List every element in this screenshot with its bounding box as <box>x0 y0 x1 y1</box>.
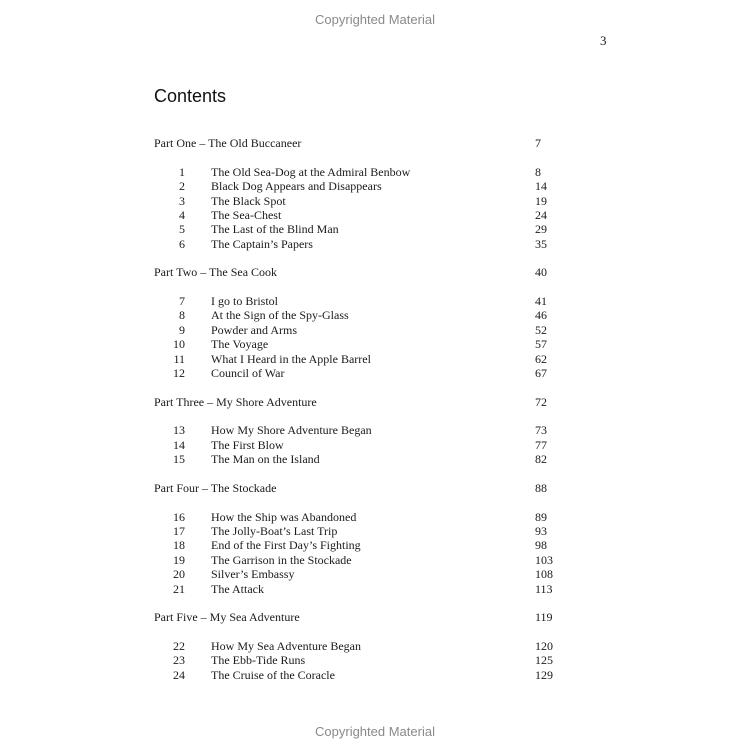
chapter-title: The Attack <box>211 581 264 596</box>
chapter-title: The Captain’s Papers <box>211 236 313 251</box>
chapter-number: 19 <box>173 552 185 567</box>
chapter-title: Black Dog Appears and Disappears <box>211 179 382 194</box>
chapter-page-number: 8 <box>535 164 541 179</box>
toc-part-row <box>154 481 574 495</box>
chapter-page-number: 82 <box>535 452 547 467</box>
copyright-watermark-bottom: Copyrighted Material <box>315 724 435 739</box>
chapter-title: The First Blow <box>211 437 284 452</box>
chapter-title: The Old Sea-Dog at the Admiral Benbow <box>211 164 411 179</box>
toc-chapter-row <box>154 538 574 552</box>
part-title: Part Three – My Shore Adventure <box>154 394 317 409</box>
toc-part-row <box>154 136 574 150</box>
toc-chapter-row <box>154 653 574 667</box>
chapter-number: 21 <box>173 581 185 596</box>
chapter-page-number: 57 <box>535 337 547 352</box>
toc-chapter-row <box>154 323 574 337</box>
toc-chapter-row <box>154 337 574 351</box>
chapter-title: The Jolly-Boat’s Last Trip <box>211 523 338 538</box>
chapter-number: 18 <box>173 538 185 553</box>
chapter-number: 8 <box>179 308 185 323</box>
chapter-title: The Last of the Blind Man <box>211 222 339 237</box>
toc-chapter-row <box>154 452 574 466</box>
chapter-page-number: 24 <box>535 207 547 222</box>
chapter-title: The Sea-Chest <box>211 207 282 222</box>
chapter-page-number: 129 <box>535 667 553 682</box>
chapter-title: Council of War <box>211 366 285 381</box>
chapter-number: 4 <box>179 207 185 222</box>
part-page-number: 72 <box>535 394 547 409</box>
toc-part <box>154 395 574 467</box>
toc-chapter-row <box>154 366 574 380</box>
chapter-page-number: 46 <box>535 308 547 323</box>
toc-chapter-row <box>154 165 574 179</box>
chapter-title: The Black Spot <box>211 193 286 208</box>
toc-part-row <box>154 610 574 624</box>
chapter-page-number: 77 <box>535 437 547 452</box>
part-title: Part Four – The Stockade <box>154 480 277 495</box>
toc-chapter-row <box>154 208 574 222</box>
chapter-number: 22 <box>173 638 185 653</box>
chapter-number: 23 <box>173 653 185 668</box>
chapter-page-number: 93 <box>535 523 547 538</box>
chapter-number: 12 <box>173 366 185 381</box>
chapter-title: How the Ship was Abandoned <box>211 509 357 524</box>
copyright-watermark-top: Copyrighted Material <box>315 12 435 27</box>
chapter-number: 24 <box>173 667 185 682</box>
chapter-title: I go to Bristol <box>211 294 279 309</box>
toc-part-row <box>154 395 574 409</box>
chapter-number: 3 <box>179 193 185 208</box>
toc-chapter-row <box>154 668 574 682</box>
page-number: 3 <box>600 33 607 48</box>
chapter-page-number: 14 <box>535 179 547 194</box>
chapter-number: 15 <box>173 452 185 467</box>
chapter-title: The Cruise of the Coracle <box>211 667 335 682</box>
chapter-page-number: 29 <box>535 222 547 237</box>
chapter-page-number: 19 <box>535 193 547 208</box>
chapter-page-number: 73 <box>535 423 547 438</box>
chapter-number: 5 <box>179 222 185 237</box>
toc-chapter-row <box>154 237 574 251</box>
part-title: Part Two – The Sea Cook <box>154 265 278 280</box>
chapter-page-number: 62 <box>535 351 547 366</box>
toc-chapter-row <box>154 423 574 437</box>
chapter-page-number: 98 <box>535 538 547 553</box>
chapter-number: 13 <box>173 423 185 438</box>
contents-heading: Contents <box>154 86 227 106</box>
toc-chapter-row <box>154 194 574 208</box>
chapter-page-number: 120 <box>535 638 553 653</box>
part-page-number: 7 <box>535 136 541 150</box>
chapter-number: 7 <box>179 294 185 309</box>
part-title: Part One – The Old Buccaneer <box>154 136 302 150</box>
chapter-number: 1 <box>179 164 185 179</box>
chapter-page-number: 103 <box>535 552 553 567</box>
toc-chapter-row <box>154 179 574 193</box>
chapter-number: 11 <box>173 351 185 366</box>
table-of-contents <box>154 136 574 696</box>
chapter-title: End of the First Day’s Fighting <box>211 538 361 553</box>
part-title: Part Five – My Sea Adventure <box>154 610 300 625</box>
toc-part <box>154 136 574 251</box>
chapter-title: How My Shore Adventure Began <box>211 423 372 438</box>
chapter-title: The Garrison in the Stockade <box>211 552 352 567</box>
chapter-page-number: 89 <box>535 509 547 524</box>
chapter-page-number: 108 <box>535 567 553 582</box>
chapter-title: What I Heard in the Apple Barrel <box>211 351 371 366</box>
toc-chapter-row <box>154 222 574 236</box>
toc-chapter-row <box>154 510 574 524</box>
part-page-number: 88 <box>535 480 547 495</box>
toc-chapter-row <box>154 567 574 581</box>
toc-chapter-row <box>154 639 574 653</box>
toc-chapter-row <box>154 438 574 452</box>
chapter-title: At the Sign of the Spy-Glass <box>211 308 349 323</box>
chapter-number: 16 <box>173 509 185 524</box>
toc-part <box>154 481 574 596</box>
chapter-title: The Man on the Island <box>211 452 320 467</box>
chapter-page-number: 67 <box>535 366 547 381</box>
chapter-page-number: 41 <box>535 294 547 309</box>
chapter-number: 9 <box>179 322 185 337</box>
toc-part-row <box>154 265 574 279</box>
chapter-page-number: 113 <box>535 581 553 596</box>
toc-chapter-row <box>154 352 574 366</box>
chapter-number: 2 <box>179 179 185 194</box>
toc-chapter-row <box>154 524 574 538</box>
chapter-number: 6 <box>179 236 185 251</box>
chapter-page-number: 52 <box>535 322 547 337</box>
part-page-number: 119 <box>535 610 553 625</box>
toc-part <box>154 265 574 380</box>
toc-chapter-row <box>154 308 574 322</box>
toc-chapter-row <box>154 582 574 596</box>
chapter-title: The Ebb-Tide Runs <box>211 653 306 668</box>
toc-chapter-row <box>154 553 574 567</box>
chapter-number: 14 <box>173 437 185 452</box>
chapter-page-number: 125 <box>535 653 553 668</box>
toc-part <box>154 610 574 682</box>
chapter-number: 20 <box>173 567 185 582</box>
chapter-title: The Voyage <box>211 337 269 352</box>
chapter-number: 10 <box>173 337 185 352</box>
chapter-title: Silver’s Embassy <box>211 567 295 582</box>
chapter-title: Powder and Arms <box>211 322 297 337</box>
chapter-number: 17 <box>173 523 185 538</box>
chapter-title: How My Sea Adventure Began <box>211 638 361 653</box>
chapter-page-number: 35 <box>535 236 547 251</box>
toc-chapter-row <box>154 294 574 308</box>
part-page-number: 40 <box>535 265 547 280</box>
